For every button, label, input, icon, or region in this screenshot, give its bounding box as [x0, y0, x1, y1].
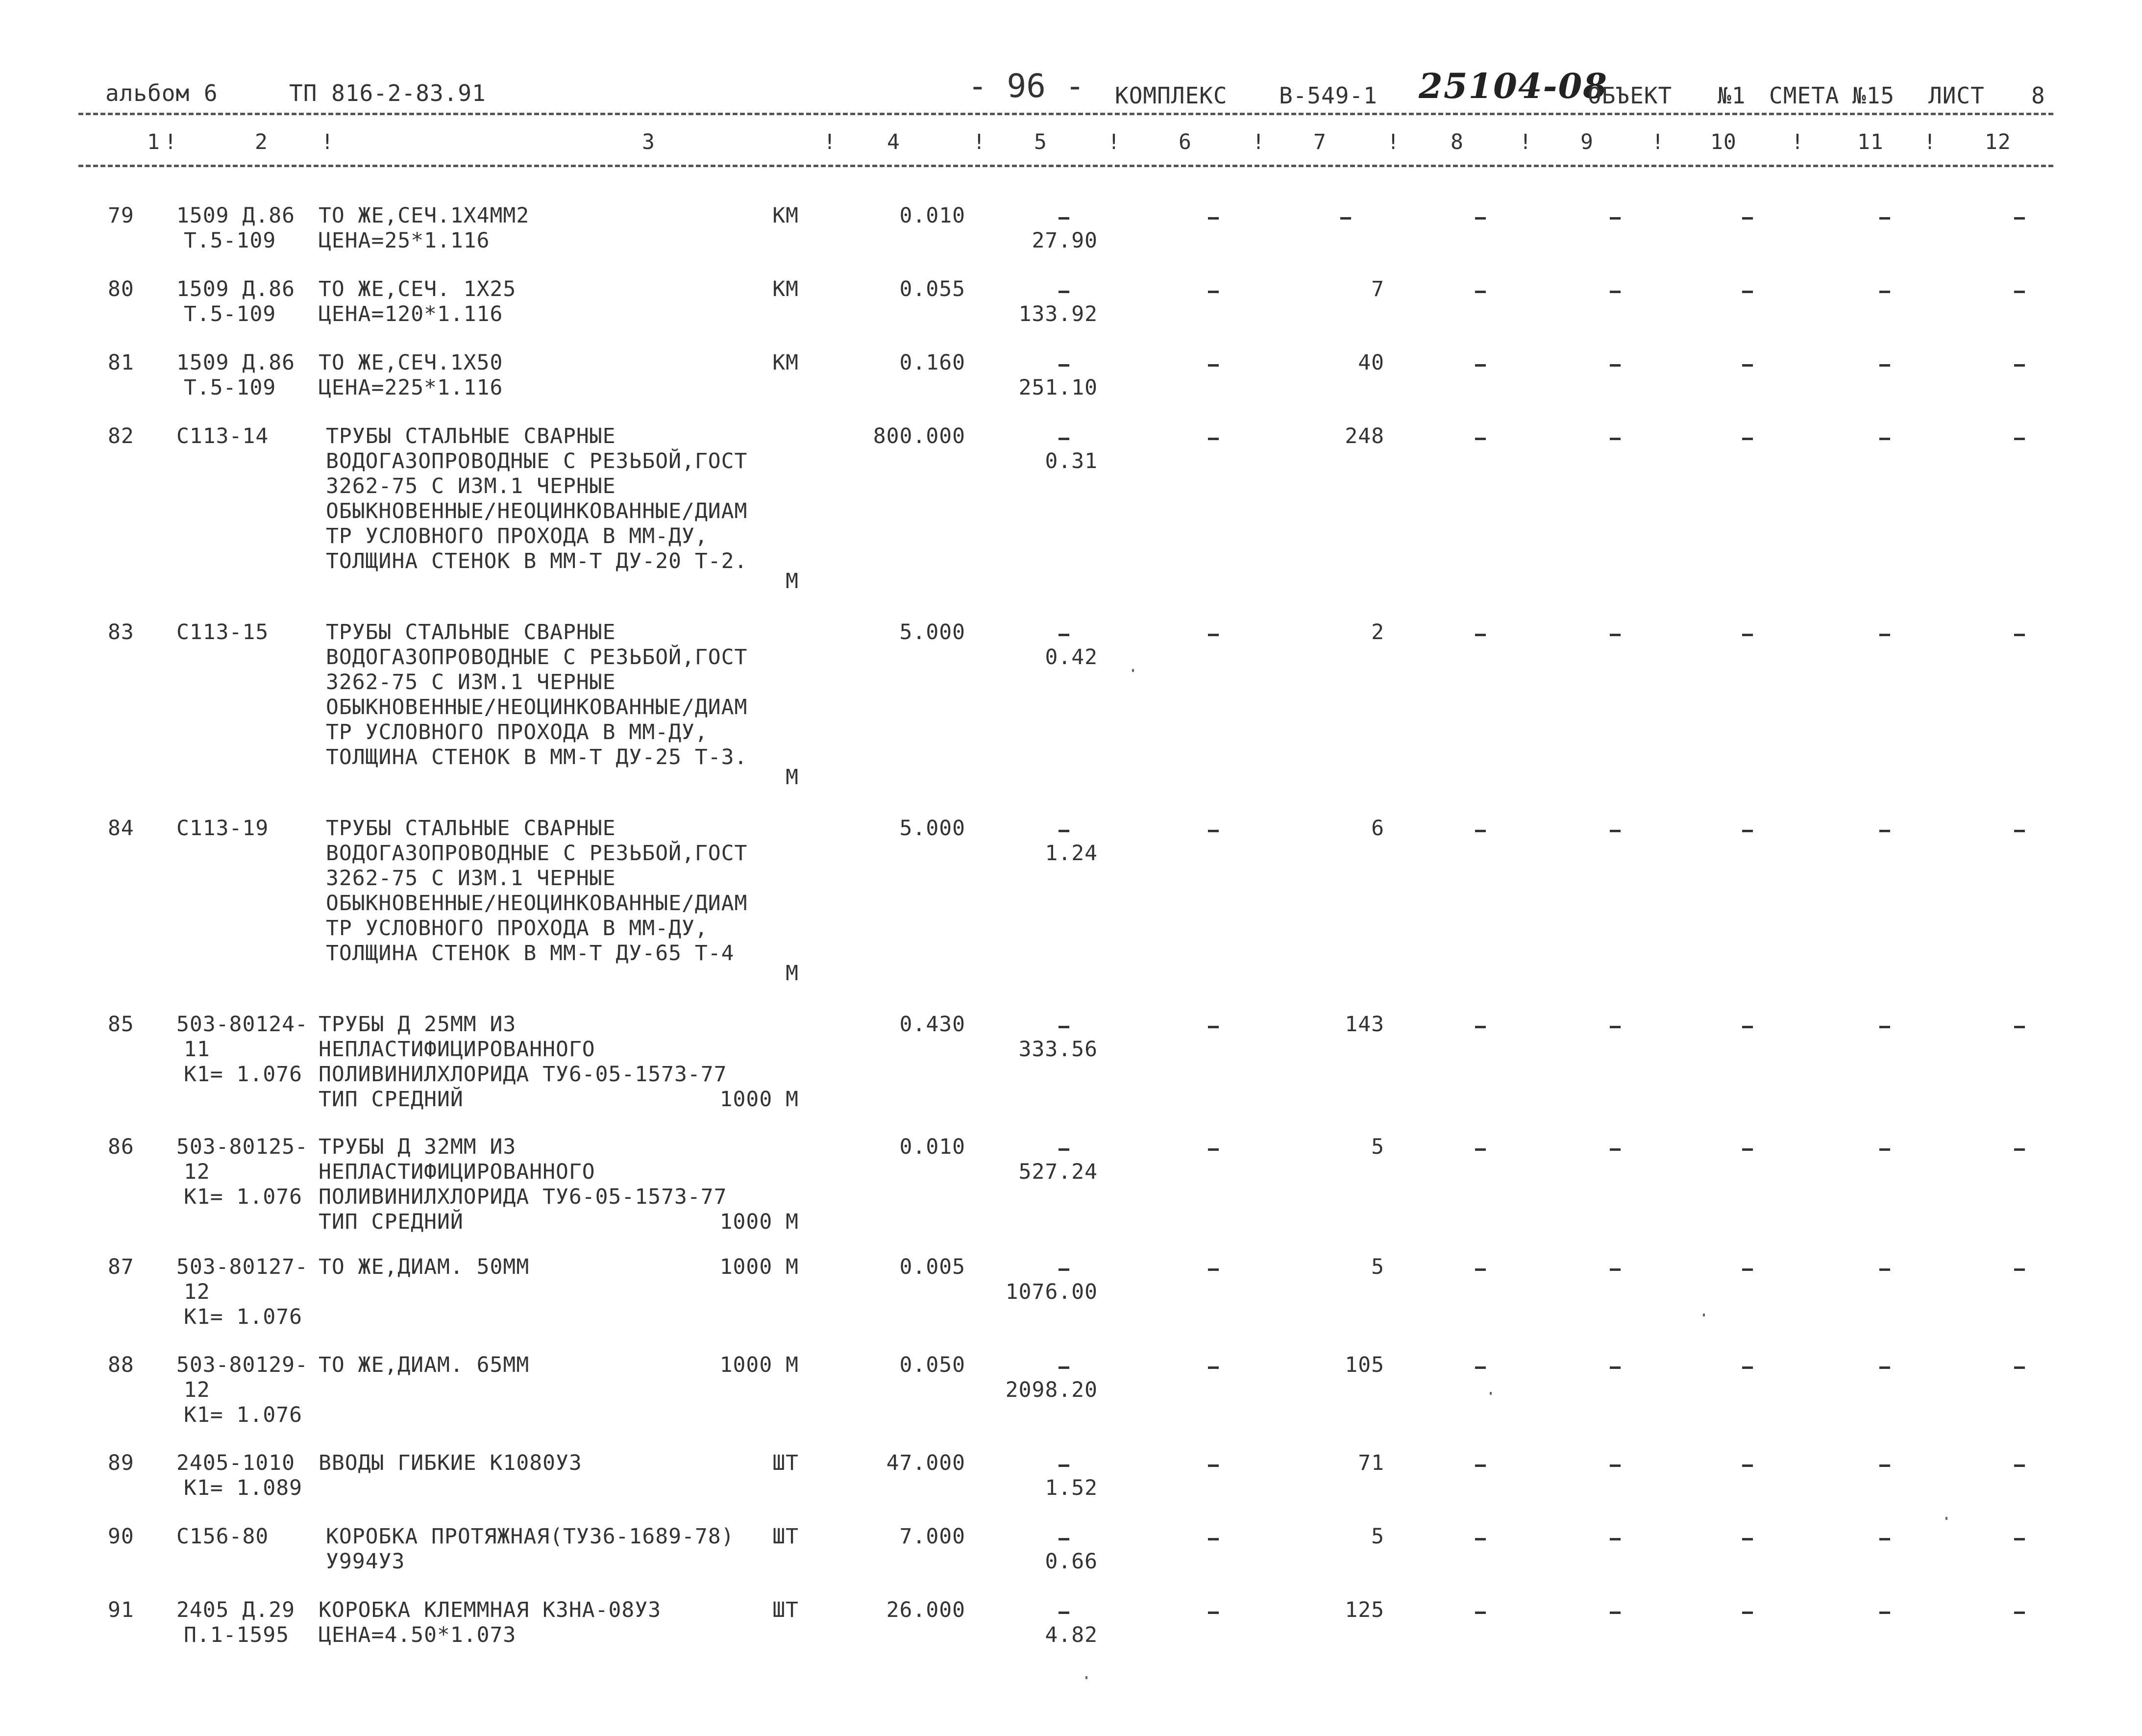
- rate-code: С113-19: [176, 816, 269, 841]
- row-number: 85: [108, 1012, 134, 1037]
- total-value: 143: [1345, 1012, 1384, 1037]
- quantity: 0.160: [899, 350, 965, 375]
- item-description: ТРУБЫ СТАЛЬНЫЕ СВАРНЫЕ: [326, 816, 616, 841]
- empty-cell-c12: [2014, 364, 2025, 367]
- rate-code: 2405-1010: [176, 1451, 295, 1475]
- total-value: 5: [1371, 1255, 1384, 1279]
- empty-cell-c9: [1610, 1026, 1621, 1028]
- empty-cell-c8: [1475, 830, 1486, 832]
- empty-cell-c8: [1475, 1464, 1486, 1467]
- column-divider: !: [1519, 130, 1532, 154]
- item-description: ЦЕНА=120*1.116: [319, 302, 503, 326]
- empty-cell-c10: [1742, 1268, 1753, 1271]
- empty-cell-c7: [1340, 217, 1351, 220]
- column-header-4: 4: [887, 130, 900, 154]
- empty-cell-c11: [1879, 1268, 1890, 1271]
- unit-price: 527.24: [1018, 1160, 1098, 1184]
- item-description: ТО ЖЕ,ДИАМ. 50ММ: [319, 1255, 530, 1279]
- rate-code: С113-14: [176, 424, 269, 448]
- rate-code: 12: [184, 1160, 210, 1184]
- empty-cell-c10: [1742, 1612, 1753, 1614]
- column-divider: !: [1108, 130, 1121, 154]
- smeta-number: №15: [1852, 82, 1895, 109]
- unit-price: 4.82: [1045, 1623, 1098, 1647]
- rate-code: К1= 1.076: [184, 1305, 302, 1329]
- page-number: - 96 -: [968, 67, 1085, 105]
- rate-code: 12: [184, 1280, 210, 1304]
- item-description: ТО ЖЕ,ДИАМ. 65ММ: [319, 1353, 530, 1377]
- column-divider: !: [823, 130, 837, 154]
- unit-price: 133.92: [1018, 302, 1098, 326]
- empty-cell-c9: [1610, 1366, 1621, 1369]
- column-header-5: 5: [1034, 130, 1047, 154]
- complex-code: В-549-1: [1279, 82, 1378, 109]
- empty-cell-c11: [1879, 634, 1890, 636]
- empty-cell-c12: [2014, 1268, 2025, 1271]
- handwritten-number: 25104-08: [1419, 66, 1608, 106]
- scan-speck: [1945, 1517, 1947, 1520]
- item-description: ТРУБЫ СТАЛЬНЫЕ СВАРНЫЕ: [326, 424, 616, 448]
- column-header-8: 8: [1451, 130, 1464, 154]
- empty-cell-c12: [2014, 291, 2025, 293]
- unit: 1000 М: [719, 1353, 799, 1377]
- item-description: ПОЛИВИНИЛХЛОРИДА ТУ6-05-1573-77: [319, 1185, 727, 1209]
- unit-price: 0.42: [1045, 645, 1098, 670]
- empty-cell-c10: [1742, 438, 1753, 440]
- quantity: 47.000: [886, 1451, 965, 1475]
- empty-cell-c10: [1742, 291, 1753, 293]
- rate-code: Т.5-109: [184, 228, 276, 253]
- dash-mark: [1059, 291, 1069, 293]
- column-header-6: 6: [1179, 130, 1192, 154]
- item-description: ОБЫКНОВЕННЫЕ/НЕОЦИНКОВАННЫЕ/ДИАМ: [326, 695, 748, 719]
- item-description: ТР УСЛОВНОГО ПРОХОДА В ММ-ДУ,: [326, 524, 708, 548]
- item-description: ТР УСЛОВНОГО ПРОХОДА В ММ-ДУ,: [326, 720, 708, 744]
- item-description: ОБЫКНОВЕННЫЕ/НЕОЦИНКОВАННЫЕ/ДИАМ: [326, 891, 748, 916]
- empty-cell-c8: [1475, 291, 1486, 293]
- unit: 1000 М: [719, 1255, 799, 1279]
- item-description: ПОЛИВИНИЛХЛОРИДА ТУ6-05-1573-77: [319, 1062, 727, 1087]
- empty-cell-c8: [1475, 1612, 1486, 1614]
- empty-cell-c10: [1742, 1026, 1753, 1028]
- empty-cell-c8: [1475, 634, 1486, 636]
- row-number: 80: [108, 277, 134, 301]
- unit: КМ: [772, 277, 799, 301]
- rate-code: 503-80124-: [176, 1012, 308, 1037]
- empty-cell-c6: [1208, 634, 1219, 636]
- empty-cell-c6: [1208, 1026, 1219, 1028]
- item-description: ТИП СРЕДНИЙ: [319, 1210, 464, 1234]
- rate-code: Т.5-109: [184, 375, 276, 400]
- rate-code: 1509 Д.86: [176, 350, 295, 375]
- dash-mark: [1059, 830, 1069, 832]
- empty-cell-c12: [2014, 217, 2025, 220]
- column-divider: !: [1923, 130, 1937, 154]
- empty-cell-c10: [1742, 1464, 1753, 1467]
- empty-cell-c8: [1475, 1366, 1486, 1369]
- column-divider: !: [1651, 130, 1665, 154]
- empty-cell-c11: [1879, 438, 1890, 440]
- item-description: КОРОБКА КЛЕММНАЯ КЗНА-08У3: [319, 1598, 662, 1622]
- empty-cell-c8: [1475, 1026, 1486, 1028]
- dash-mark: [1059, 1026, 1069, 1028]
- item-description: ТОЛЩИНА СТЕНОК В ММ-Т ДУ-65 Т-4: [326, 941, 735, 966]
- item-description: НЕПЛАСТИФИЦИРОВАННОГО: [319, 1160, 595, 1184]
- column-header-1: 1: [147, 130, 160, 154]
- item-description: ТИП СРЕДНИЙ: [319, 1087, 464, 1112]
- rate-code: 12: [184, 1378, 210, 1402]
- unit-price: 0.31: [1045, 449, 1098, 473]
- rate-code: 503-80127-: [176, 1255, 308, 1279]
- empty-cell-c12: [2014, 1026, 2025, 1028]
- column-divider: !: [1791, 130, 1804, 154]
- empty-cell-c12: [2014, 1612, 2025, 1614]
- item-description: КОРОБКА ПРОТЯЖНАЯ(ТУ36-1689-78): [326, 1524, 735, 1549]
- separator-bottom: [78, 165, 2053, 167]
- column-divider: !: [164, 130, 177, 154]
- sheet-label: ЛИСТ: [1928, 82, 1985, 109]
- empty-cell-c12: [2014, 438, 2025, 440]
- empty-cell-c9: [1610, 1464, 1621, 1467]
- column-header-10: 10: [1710, 130, 1737, 154]
- item-description: ВОДОГАЗОПРОВОДНЫЕ С РЕЗЬБОЙ,ГОСТ: [326, 841, 748, 866]
- empty-cell-c10: [1742, 1538, 1753, 1540]
- row-number: 91: [108, 1598, 134, 1622]
- empty-cell-c6: [1208, 1366, 1219, 1369]
- unit: 1000 М: [719, 1087, 799, 1112]
- empty-cell-c12: [2014, 1538, 2025, 1540]
- column-header-3: 3: [642, 130, 655, 154]
- empty-cell-c9: [1610, 1148, 1621, 1151]
- empty-cell-c9: [1610, 364, 1621, 367]
- empty-cell-c10: [1742, 364, 1753, 367]
- item-description: 3262-75 С ИЗМ.1 ЧЕРНЫЕ: [326, 670, 616, 694]
- empty-cell-c9: [1610, 1612, 1621, 1614]
- empty-cell-c12: [2014, 1464, 2025, 1467]
- unit-price: 251.10: [1018, 375, 1098, 400]
- total-value: 6: [1371, 816, 1384, 841]
- column-divider: !: [1252, 130, 1265, 154]
- total-value: 5: [1371, 1524, 1384, 1549]
- empty-cell-c6: [1208, 291, 1219, 293]
- item-description: ЦЕНА=25*1.116: [319, 228, 490, 253]
- column-header-11: 11: [1857, 130, 1884, 154]
- quantity: 0.430: [899, 1012, 965, 1037]
- complex-label: КОМПЛЕКС: [1115, 82, 1228, 109]
- unit: КМ: [772, 350, 799, 375]
- item-description: ТРУБЫ СТАЛЬНЫЕ СВАРНЫЕ: [326, 620, 616, 645]
- dash-mark: [1059, 438, 1069, 440]
- dash-mark: [1059, 1268, 1069, 1271]
- row-number: 88: [108, 1353, 134, 1377]
- empty-cell-c9: [1610, 1268, 1621, 1271]
- empty-cell-c9: [1610, 634, 1621, 636]
- unit: КМ: [772, 203, 799, 228]
- row-number: 87: [108, 1255, 134, 1279]
- empty-cell-c9: [1610, 217, 1621, 220]
- empty-cell-c12: [2014, 634, 2025, 636]
- empty-cell-c8: [1475, 1148, 1486, 1151]
- item-description: ВОДОГАЗОПРОВОДНЫЕ С РЕЗЬБОЙ,ГОСТ: [326, 645, 748, 670]
- item-description: 3262-75 С ИЗМ.1 ЧЕРНЫЕ: [326, 474, 616, 498]
- empty-cell-c6: [1208, 1268, 1219, 1271]
- rate-code: 503-80129-: [176, 1353, 308, 1377]
- item-description: ТР УСЛОВНОГО ПРОХОДА В ММ-ДУ,: [326, 916, 708, 941]
- rate-code: 1509 Д.86: [176, 203, 295, 228]
- quantity: 5.000: [899, 620, 965, 645]
- quantity: 7.000: [899, 1524, 965, 1549]
- item-description: ТО ЖЕ,СЕЧ.1Х50: [319, 350, 503, 375]
- column-divider: !: [1387, 130, 1400, 154]
- unit-price: 0.66: [1045, 1549, 1098, 1574]
- dash-mark: [1059, 1612, 1069, 1614]
- empty-cell-c6: [1208, 1612, 1219, 1614]
- rate-code: П.1-1595: [184, 1623, 290, 1647]
- empty-cell-c11: [1879, 1464, 1890, 1467]
- smeta-label: СМЕТА: [1769, 82, 1840, 109]
- empty-cell-c6: [1208, 1148, 1219, 1151]
- object-label: ОБЪЕКТ: [1588, 82, 1673, 109]
- column-header-12: 12: [1985, 130, 2011, 154]
- column-divider: !: [321, 130, 334, 154]
- item-description: 3262-75 С ИЗМ.1 ЧЕРНЫЕ: [326, 866, 616, 891]
- rate-code: 503-80125-: [176, 1135, 308, 1159]
- item-description: У994У3: [326, 1549, 405, 1574]
- empty-cell-c9: [1610, 1538, 1621, 1540]
- object-number: №1: [1718, 82, 1746, 109]
- column-header-7: 7: [1313, 130, 1327, 154]
- item-description: ОБЫКНОВЕННЫЕ/НЕОЦИНКОВАННЫЕ/ДИАМ: [326, 499, 748, 523]
- empty-cell-c8: [1475, 364, 1486, 367]
- empty-cell-c9: [1610, 291, 1621, 293]
- empty-cell-c11: [1879, 217, 1890, 220]
- rate-code: С113-15: [176, 620, 269, 645]
- item-description: ТО ЖЕ,СЕЧ.1Х4ММ2: [319, 203, 530, 228]
- empty-cell-c10: [1742, 217, 1753, 220]
- column-divider: !: [973, 130, 986, 154]
- item-description: ТОЛЩИНА СТЕНОК В ММ-Т ДУ-25 Т-3.: [326, 745, 748, 769]
- empty-cell-c12: [2014, 1148, 2025, 1151]
- unit: ШТ: [772, 1524, 799, 1549]
- unit-price: 1.52: [1045, 1476, 1098, 1500]
- row-number: 79: [108, 203, 134, 228]
- rate-code: 2405 Д.29: [176, 1598, 295, 1622]
- dash-mark: [1059, 1538, 1069, 1540]
- row-number: 82: [108, 424, 134, 448]
- empty-cell-c11: [1879, 364, 1890, 367]
- quantity: 800.000: [873, 424, 965, 448]
- total-value: 7: [1371, 277, 1384, 301]
- rate-code: Т.5-109: [184, 302, 276, 326]
- empty-cell-c6: [1208, 217, 1219, 220]
- project-code: ТП 816-2-83.91: [289, 80, 486, 106]
- unit-price: 1.24: [1045, 841, 1098, 866]
- empty-cell-c9: [1610, 830, 1621, 832]
- dash-mark: [1059, 1148, 1069, 1151]
- scan-speck: [1490, 1392, 1492, 1395]
- rate-code: К1= 1.076: [184, 1185, 302, 1209]
- empty-cell-c8: [1475, 438, 1486, 440]
- empty-cell-c10: [1742, 634, 1753, 636]
- unit: ШТ: [772, 1451, 799, 1475]
- sheet-number: 8: [2031, 82, 2045, 109]
- row-number: 81: [108, 350, 134, 375]
- empty-cell-c6: [1208, 830, 1219, 832]
- rate-code: 11: [184, 1037, 210, 1062]
- unit: ШТ: [772, 1598, 799, 1622]
- item-description: ВОДОГАЗОПРОВОДНЫЕ С РЕЗЬБОЙ,ГОСТ: [326, 449, 748, 473]
- unit: М: [786, 569, 799, 594]
- scan-speck: [1703, 1314, 1705, 1316]
- total-value: 125: [1345, 1598, 1384, 1622]
- item-description: НЕПЛАСТИФИЦИРОВАННОГО: [319, 1037, 595, 1062]
- column-header-9: 9: [1580, 130, 1594, 154]
- quantity: 26.000: [886, 1598, 965, 1622]
- total-value: 248: [1345, 424, 1384, 448]
- row-number: 90: [108, 1524, 134, 1549]
- unit-price: 27.90: [1032, 228, 1098, 253]
- empty-cell-c11: [1879, 830, 1890, 832]
- unit: М: [786, 765, 799, 790]
- quantity: 0.010: [899, 203, 965, 228]
- quantity: 0.010: [899, 1135, 965, 1159]
- item-description: ТО ЖЕ,СЕЧ. 1Х25: [319, 277, 517, 301]
- empty-cell-c9: [1610, 438, 1621, 440]
- empty-cell-c8: [1475, 1538, 1486, 1540]
- scan-speck: [1085, 1676, 1087, 1679]
- empty-cell-c11: [1879, 1148, 1890, 1151]
- total-value: 2: [1371, 620, 1384, 645]
- row-number: 83: [108, 620, 134, 645]
- empty-cell-c11: [1879, 1026, 1890, 1028]
- empty-cell-c11: [1879, 1612, 1890, 1614]
- rate-code: К1= 1.076: [184, 1062, 302, 1087]
- empty-cell-c11: [1879, 1366, 1890, 1369]
- row-number: 86: [108, 1135, 134, 1159]
- empty-cell-c11: [1879, 291, 1890, 293]
- row-number: 89: [108, 1451, 134, 1475]
- total-value: 5: [1371, 1135, 1384, 1159]
- unit-price: 2098.20: [1005, 1378, 1098, 1402]
- empty-cell-c11: [1879, 1538, 1890, 1540]
- rate-code: 1509 Д.86: [176, 277, 295, 301]
- scan-speck: [1132, 669, 1134, 672]
- quantity: 5.000: [899, 816, 965, 841]
- column-header-2: 2: [255, 130, 268, 154]
- empty-cell-c8: [1475, 1268, 1486, 1271]
- item-description: ВВОДЫ ГИБКИЕ К1080У3: [319, 1451, 582, 1475]
- quantity: 0.055: [899, 277, 965, 301]
- empty-cell-c6: [1208, 1538, 1219, 1540]
- rate-code: С156-80: [176, 1524, 269, 1549]
- dash-mark: [1059, 1366, 1069, 1369]
- total-value: 40: [1358, 350, 1384, 375]
- separator-top: [78, 113, 2053, 115]
- dash-mark: [1059, 1464, 1069, 1467]
- empty-cell-c12: [2014, 830, 2025, 832]
- unit-price: 333.56: [1018, 1037, 1098, 1062]
- album-label: альбом 6: [105, 80, 218, 106]
- rate-code: К1= 1.076: [184, 1403, 302, 1427]
- empty-cell-c6: [1208, 364, 1219, 367]
- item-description: ЦЕНА=225*1.116: [319, 375, 503, 400]
- unit-price: 1076.00: [1005, 1280, 1098, 1304]
- item-description: ТОЛЩИНА СТЕНОК В ММ-Т ДУ-20 Т-2.: [326, 549, 748, 573]
- empty-cell-c10: [1742, 830, 1753, 832]
- dash-mark: [1059, 634, 1069, 636]
- item-description: ТРУБЫ Д 25ММ ИЗ: [319, 1012, 517, 1037]
- item-description: ТРУБЫ Д 32ММ ИЗ: [319, 1135, 517, 1159]
- total-value: 105: [1345, 1353, 1384, 1377]
- unit: М: [786, 961, 799, 986]
- total-value: 71: [1358, 1451, 1384, 1475]
- empty-cell-c10: [1742, 1148, 1753, 1151]
- row-number: 84: [108, 816, 134, 841]
- unit: 1000 М: [719, 1210, 799, 1234]
- quantity: 0.050: [899, 1353, 965, 1377]
- empty-cell-c6: [1208, 438, 1219, 440]
- item-description: ЦЕНА=4.50*1.073: [319, 1623, 517, 1647]
- rate-code: К1= 1.089: [184, 1476, 302, 1500]
- empty-cell-c6: [1208, 1464, 1219, 1467]
- dash-mark: [1059, 364, 1069, 367]
- empty-cell-c10: [1742, 1366, 1753, 1369]
- empty-cell-c12: [2014, 1366, 2025, 1369]
- empty-cell-c8: [1475, 217, 1486, 220]
- quantity: 0.005: [899, 1255, 965, 1279]
- dash-mark: [1059, 217, 1069, 220]
